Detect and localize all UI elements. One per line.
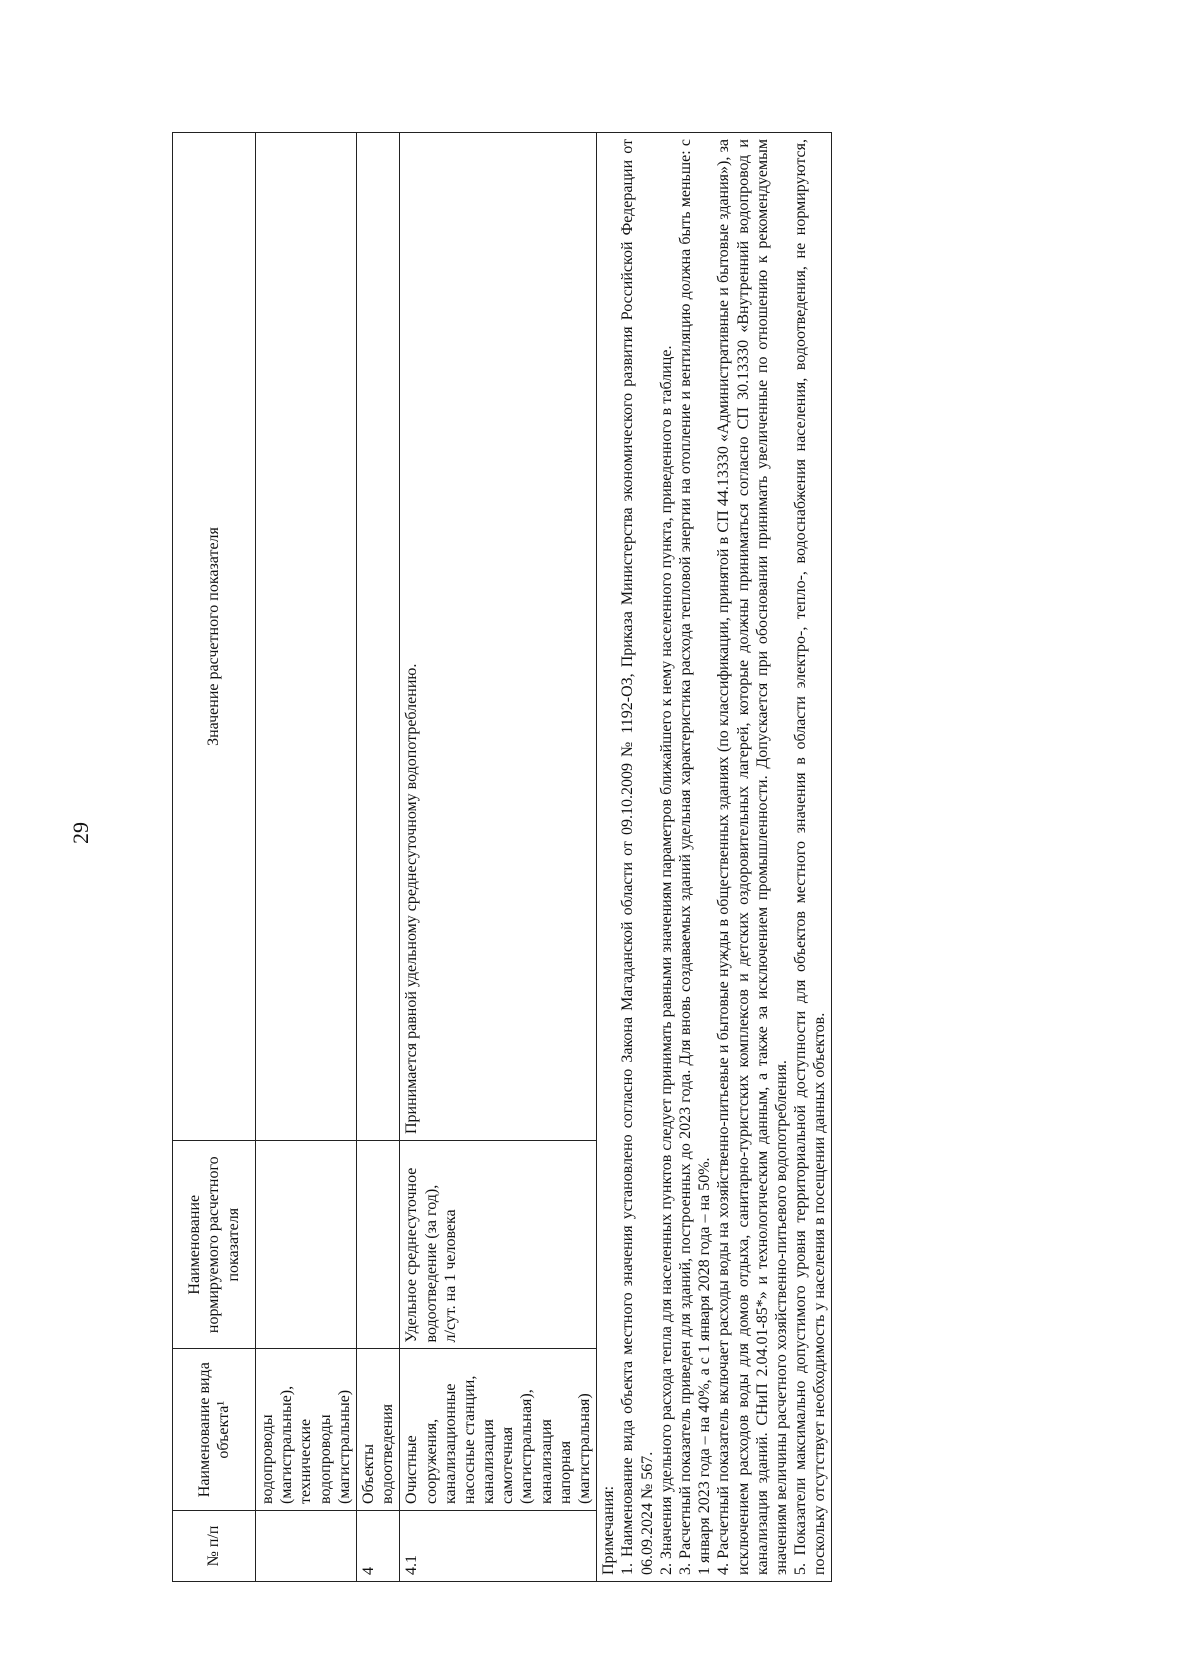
section-empty-2 [356,133,399,1141]
note-item: 2. Значения удельного расхода тепла для населенных пунктов следует принимать равными значениям параметров ближайшего к нему населенного пункта, приведенного в таблице. [657,345,675,1575]
cell-num-empty [256,1510,357,1581]
section-title: Объекты водоотведения [356,1349,399,1511]
header-indicator-value: Значение расчетного показателя [173,133,256,1141]
header-object-kind: Наименование вида объекта¹ [173,1349,256,1511]
object-line: Очистные сооружения, [403,1418,440,1504]
section-num: 4 [356,1510,399,1581]
object-line: (магистральная) [576,1393,593,1504]
notes-cell [597,133,832,1582]
object-line: технические водопроводы [297,1414,334,1504]
object-line: канализация самотечная [480,1419,517,1504]
row-indicator-value: Принимается равной удельному среднесуточному водопотреблению. [400,133,597,1141]
object-line: канализация напорная [537,1419,574,1504]
section-empty-1 [356,1141,399,1349]
header-indicator-name: Наименование нормируемого расчетного показателя [173,1141,256,1349]
row-num: 4.1 [400,1510,597,1581]
header-num: № п/п [173,1510,256,1581]
rotated-sheet [172,132,829,1582]
indicator-line: водоотведение (за год), [422,1184,440,1343]
table-section-row [356,133,399,1582]
note-item: 3. Расчетный показатель приведен для зданий, построенных до 2023 года. Для вновь создаваемых зданий удельная характеристика расхода тепловой энергии на отопление и вентиляцию должна быть меньше: с 1 января 2023 года – на 40%, а с 1 января 2028 года – на 50%. [676,139,714,1575]
table-row-4-1 [400,133,597,1582]
row-indicator-name [400,1141,597,1349]
object-line: насосные станции, [460,1375,478,1504]
object-line: (магистральные) [335,1389,353,1504]
object-line: водопроводы [259,1414,276,1504]
cell-value-empty [256,133,357,1141]
note-item: 5. Показатели максимально допустимого уровня территориальной доступности для объектов местного значения в области электро-, тепло-, водоснабжения населения, водоотведения, не нормируются, поскольку отсутствует необходимость у населения в посещении данных объектов. [792,139,829,1575]
page-number: 29 [68,822,93,844]
object-line: (магистральные), [278,1385,296,1504]
cell-indicator-empty [256,1141,357,1349]
indicators-table [172,132,832,1582]
row-object-kind [400,1349,597,1511]
object-line: (магистральная), [518,1389,536,1504]
table-row-continuation [256,133,357,1582]
notes-row [597,133,832,1582]
cell-object-kind [256,1349,357,1511]
note-item: 4. Расчетный показатель включает расходы воды на хозяйственно-питьевые и бытовые нужды в общественных зданиях (по классификации, принятой в СП 44.13330 «Административные и бытовые здания»), за исключением расходов воды для домов отдыха, санитарно-туристских комплексов и детских оздоровительных лагерей, которые должны приниматься согласно СП 30.13330 «Внутренний водопровод и канализация зданий. СНиП 2.04.01-85*» и технологическим данным, а также за исключением промышленности. Допускается при обосновании принимать увеличенные по отношению к рекомендуемым значениям величины расчетного хозяйственно-питьевого водопотребления. [715,139,790,1575]
indicator-line: л/сут. на 1 человека [441,1209,459,1343]
table-header-row [173,133,256,1582]
notes-title: Примечания: [600,1485,618,1575]
note-item: 1. Наименование вида объекта местного значения установлено согласно Закона Магаданской области от 09.10.2009 № 1192-ОЗ, Приказа Министерства экономического развития Российской Федерации от 06.09.2024 № 567. [619,139,656,1575]
indicator-line: Удельное среднесуточное [403,1167,421,1343]
object-line: канализационные [441,1383,459,1504]
